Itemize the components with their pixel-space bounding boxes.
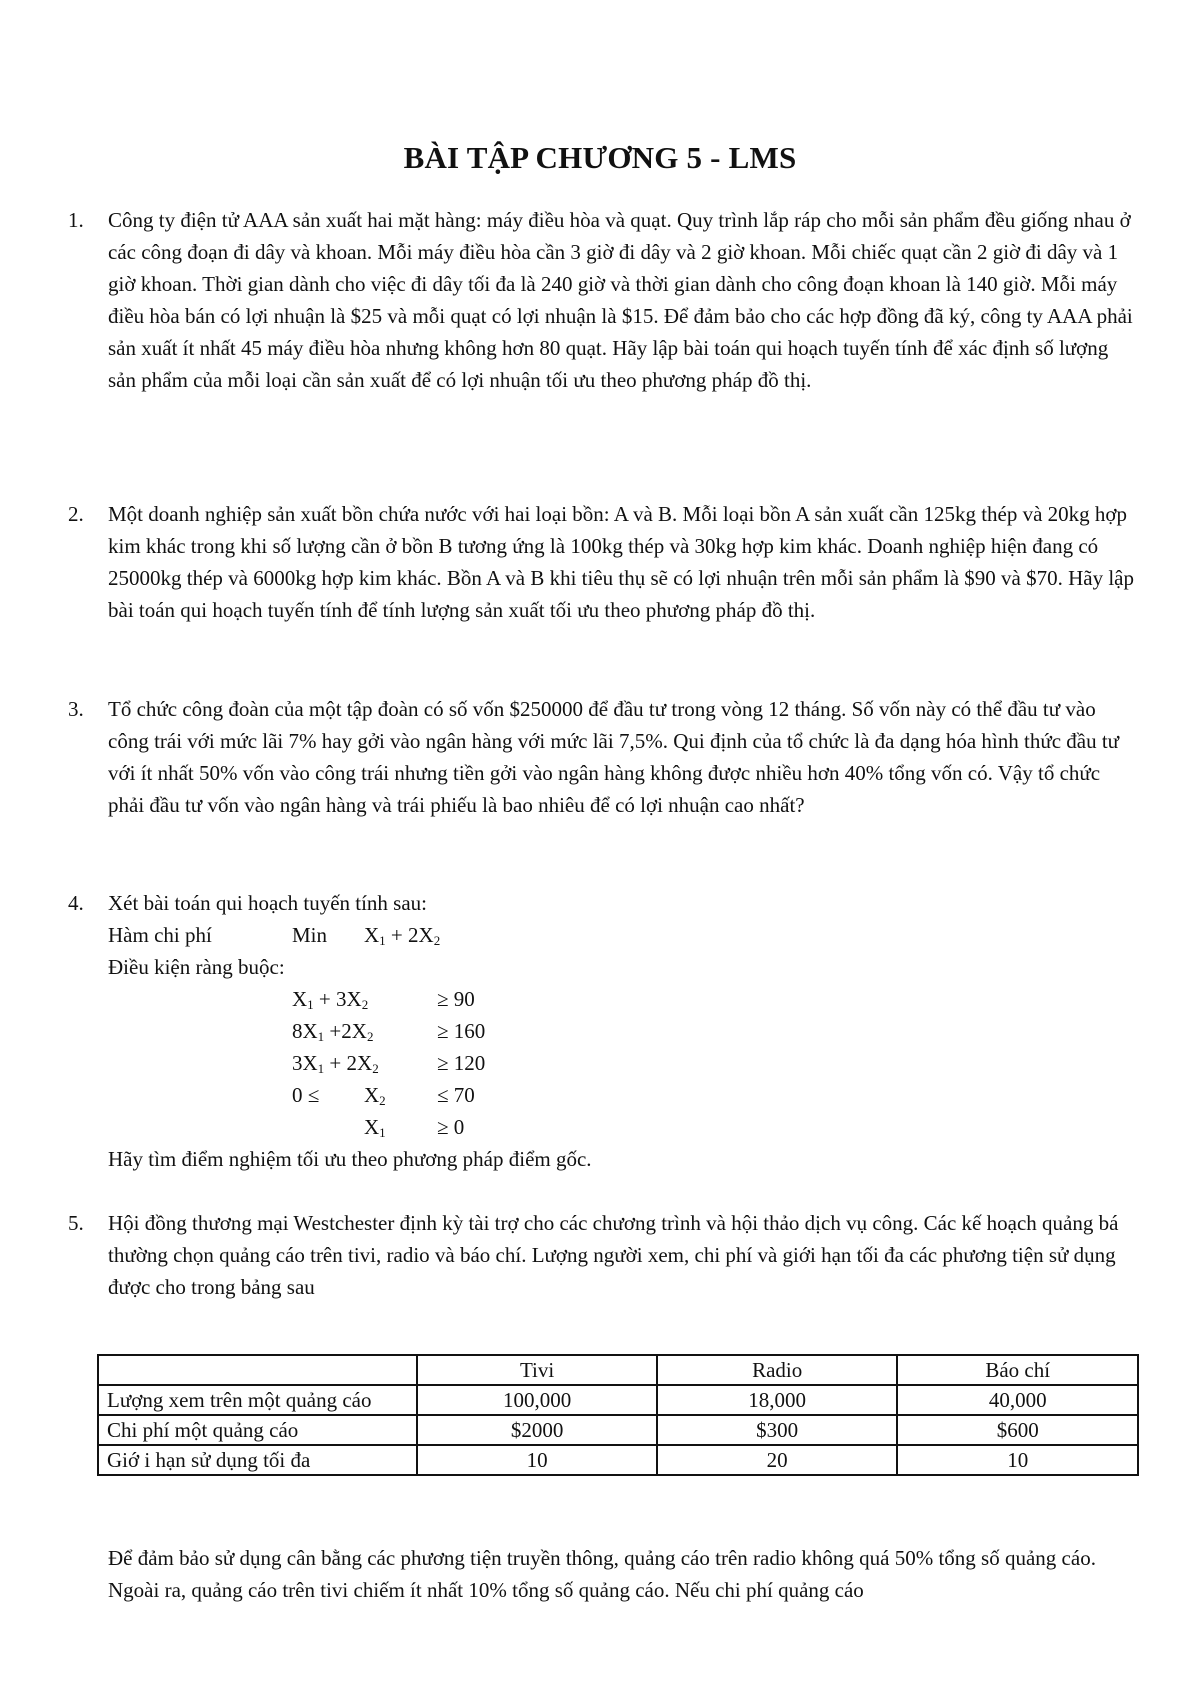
- problem-3-text: Tổ chức công đoàn của một tập đoàn có số vốn $250000 để đầu tư trong vòng 12 tháng. Số vốn này có thể đầu tư vào công trái với mức lãi 7% hay gởi vào ngân hàng với mức lãi 7,5%. Qui định của tổ chức là đa dạng hóa hình thức đầu tư với ít nhất 50% vốn vào công trái nhưng tiền gởi vào ngân hàng không được nhiều hơn 40% tổng vốn có. Vậy tổ chức phải đầu tư vốn vào ngân hàng và trái phiếu là bao nhiêu để có lợi nhuận cao nhất?: [108, 697, 1120, 817]
- constraint-3-lhs: $3X_1 + 2X_2$: [292, 1051, 379, 1076]
- constraint-2-rhs: ≥ 160: [437, 1019, 486, 1043]
- problem-1-number: 1.: [68, 208, 84, 232]
- table-cell: $300: [657, 1415, 898, 1445]
- table-cell: $2000: [417, 1415, 657, 1445]
- media-table: [97, 1354, 1139, 1476]
- problem-1-text: Công ty điện tử AAA sản xuất hai mặt hàng: máy điều hòa và quạt. Quy trình lắp ráp cho mỗi sản phẩm đều giống nhau ở các công đoạn đi dây và khoan. Mỗi máy điều hòa cần 3 giờ đi dây và 2 giờ khoan. Mỗi chiếc quạt cần 2 giờ đi dây và 1 giờ khoan. Thời gian dành cho việc đi dây tối đa là 240 giờ và thời gian dành cho công đoạn khoan là 140 giờ. Mỗi máy điều hòa bán có lợi nhuận là $25 và mỗi quạt có lợi nhuận là $15. Để đảm bảo cho các hợp đồng đã ký, công ty AAA phải sản xuất ít nhất 45 máy điều hòa nhưng không hơn 80 quạt. Hãy lập bài toán qui hoạch tuyến tính để xác định số lượng sản phẩm của mỗi loại cần sản xuất để có lợi nhuận tối ưu theo phương pháp đồ thị.: [108, 208, 1133, 392]
- table-cell: 100,000: [417, 1385, 657, 1415]
- table-cell: 20: [657, 1445, 898, 1475]
- objective-function: $X_1 + 2X_2$: [364, 923, 441, 948]
- constraint-4-lower: 0 ≤: [292, 1083, 320, 1107]
- table-cell: 10: [417, 1445, 657, 1475]
- table-cell: Chi phí một quảng cáo: [98, 1415, 417, 1445]
- constraint-1-lhs: $X_1 + 3X_2$: [292, 987, 369, 1012]
- constraint-4-var: $X_2$: [364, 1083, 386, 1108]
- table-header-cell: Tivi: [417, 1355, 657, 1385]
- table-cell: 10: [897, 1445, 1138, 1475]
- table-header-cell: Radio: [657, 1355, 898, 1385]
- constraint-5-var: $X_1$: [364, 1115, 386, 1140]
- problem-4-number: 4.: [68, 891, 84, 915]
- min-label: Min: [292, 923, 328, 947]
- constraint-2-lhs: $8X_1 +2X_2$: [292, 1019, 374, 1044]
- problem-5-continuation: Để đảm bảo sử dụng cân bằng các phương tiện truyền thông, quảng cáo trên radio không quá 50% tổng số quảng cáo. Ngoài ra, quảng cáo trên tivi chiếm ít nhất 10% tổng số quảng cáo. Nếu chi phí quảng cáo: [108, 1546, 1096, 1602]
- constraints-label: Điều kiện ràng buộc:: [108, 955, 285, 979]
- cost-function-label: Hàm chi phí: [108, 923, 212, 947]
- problem-3-number: 3.: [68, 697, 84, 721]
- problem-2-number: 2.: [68, 502, 84, 526]
- table-cell: $600: [897, 1415, 1138, 1445]
- table-header-row: [98, 1355, 1138, 1385]
- problem-5-text: Hội đồng thương mại Westchester định kỳ tài trợ cho các chương trình và hội thảo dịch vụ công. Các kế hoạch quảng bá thường chọn quảng cáo trên tivi, radio và báo chí. Lượng người xem, chi phí và giới hạn tối đa các phương tiện sử dụng được cho trong bảng sau: [108, 1211, 1119, 1299]
- constraint-3-rhs: ≥ 120: [437, 1051, 486, 1075]
- table-cell: 40,000: [897, 1385, 1138, 1415]
- page-title: BÀI TẬP CHƯƠNG 5 - LMS: [403, 140, 797, 175]
- problem-4-footer: Hãy tìm điểm nghiệm tối ưu theo phương pháp điểm gốc.: [108, 1147, 592, 1171]
- table-header-cell: Báo chí: [897, 1355, 1138, 1385]
- table-cell: Giớ i hạn sử dụng tối đa: [98, 1445, 417, 1475]
- problem-5-number: 5.: [68, 1211, 84, 1235]
- table-row: [98, 1385, 1138, 1415]
- problem-4-intro: Xét bài toán qui hoạch tuyến tính sau:: [108, 891, 428, 915]
- table-row: [98, 1415, 1138, 1445]
- table-row: [98, 1445, 1138, 1475]
- table-cell: 18,000: [657, 1385, 898, 1415]
- table-cell: Lượng xem trên một quảng cáo: [98, 1385, 417, 1415]
- problem-2-text: Một doanh nghiệp sản xuất bồn chứa nước với hai loại bồn: A và B. Mỗi loại bồn A sản xuất cần 125kg thép và 20kg hợp kim khác trong khi số lượng cần ở bồn B tương ứng là 100kg thép và 30kg hợp kim khác. Doanh nghiệp hiện đang có 25000kg thép và 6000kg hợp kim khác. Bồn A và B khi tiêu thụ sẽ có lợi nhuận trên mỗi sản phẩm là $90 và $70. Hãy lập bài toán qui hoạch tuyến tính để tính lượng sản xuất tối ưu theo phương pháp đồ thị.: [108, 502, 1134, 622]
- table-header-cell: [98, 1355, 417, 1385]
- constraint-1-rhs: ≥ 90: [437, 987, 475, 1011]
- constraint-4-rhs: ≤ 70: [437, 1083, 475, 1107]
- constraint-5-rhs: ≥ 0: [437, 1115, 465, 1139]
